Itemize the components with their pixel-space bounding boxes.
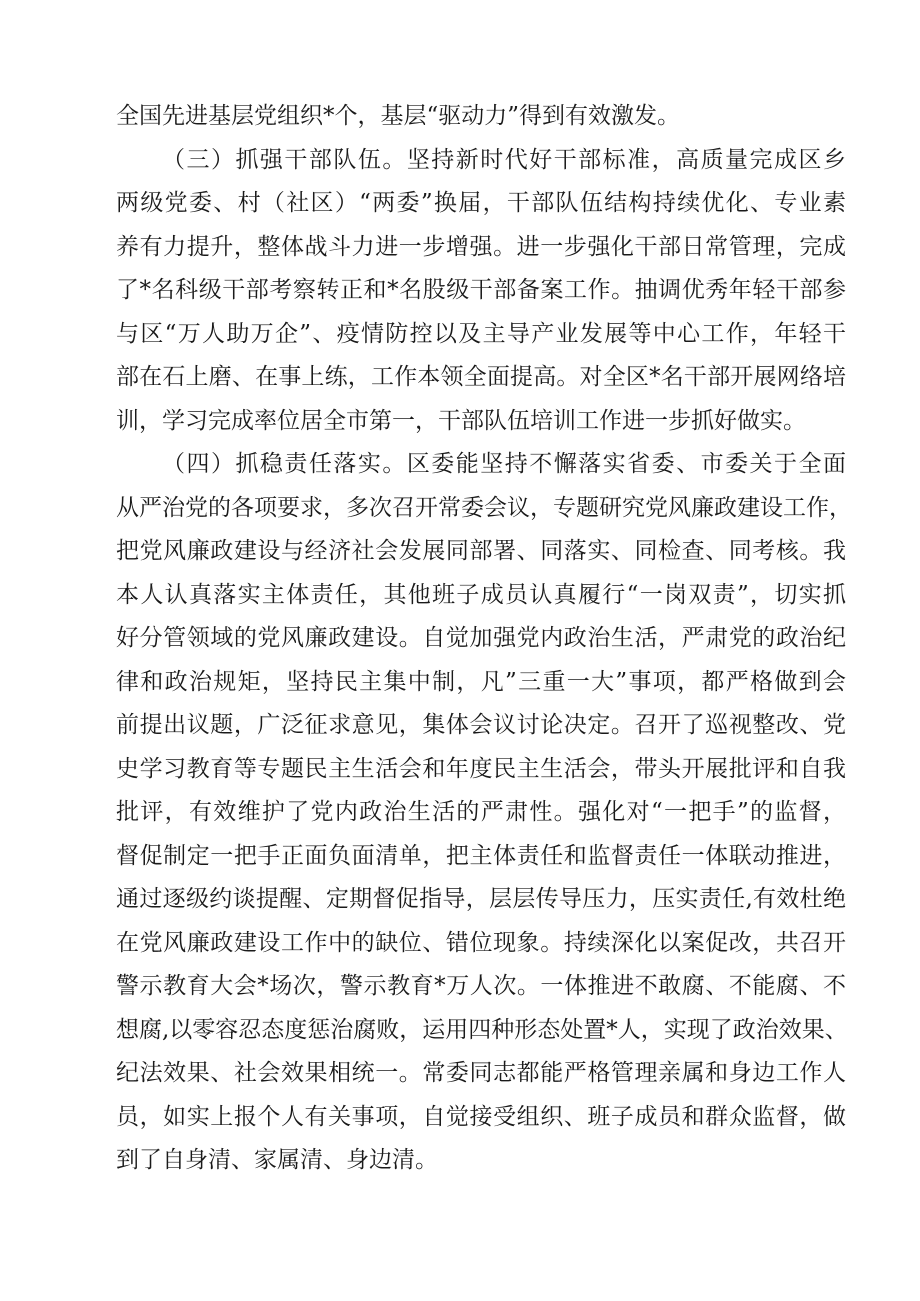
text-line: 纪法效果、社会效果相统一。常委同志都能严格管理亲属和身边工作人 (116, 1060, 846, 1086)
text-line: 到了自身清、家属清、身边清。 (116, 1147, 438, 1173)
text-line: 了*名科级干部考察转正和*名股级干部备案工作。抽调优秀年轻干部参 (116, 277, 846, 303)
text-line: 本人认真落实主体责任，其他班子成员认真履行“一岗双责”，切实抓 (116, 582, 846, 608)
text-line: 史学习教育等专题民主生活会和年度民主生活会，带头开展批评和自我 (116, 756, 846, 782)
section-heading-line: （三）抓强干部队伍。坚持新时代好干部标准，高质量完成区乡 (162, 147, 846, 173)
text-line: 通过逐级约谈提醒、定期督促指导，层层传导压力，压实责任,有效杜绝 (116, 886, 846, 912)
text-line: 养有力提升，整体战斗力进一步增强。进一步强化干部日常管理，完成 (116, 234, 846, 260)
text-line: 把党风廉政建设与经济社会发展同部署、同落实、同检查、同考核。我 (116, 538, 846, 564)
text-line: 与区“万人助万企”、疫情防控以及主导产业发展等中心工作，年轻干 (116, 321, 846, 347)
text-line: 在党风廉政建设工作中的缺位、错位现象。持续深化以案促改，共召开 (116, 930, 846, 956)
text-line: 训，学习完成率位居全市第一，干部队伍培训工作进一步抓好做实。 (116, 408, 806, 434)
text-line: 律和政治规矩，坚持民主集中制，凡”三重一大”事项，都严格做到会 (116, 669, 846, 695)
text-line: 部在石上磨、在事上练，工作本领全面提高。对全区*名干部开展网络培 (116, 364, 846, 390)
text-line: 督促制定一把手正面负面清单，把主体责任和监督责任一体联动推进， (116, 843, 846, 869)
text-line: 警示教育大会*场次，警示教育*万人次。一体推进不敢腐、不能腐、不 (116, 973, 846, 999)
text-line: 两级党委、村（社区）“两委”换届，干部队伍结构持续优化、专业素 (116, 190, 846, 216)
text-line: 想腐,以零容忍态度惩治腐败，运用四种形态处置*人，实现了政治效果、 (116, 1017, 848, 1043)
text-line: 前提出议题，广泛征求意见，集体会议讨论决定。召开了巡视整改、党 (116, 712, 846, 738)
text-line: 好分管领域的党风廉政建设。自觉加强党内政治生活，严肃党的政治纪 (116, 625, 846, 651)
text-line: 从严治党的各项要求，多次召开常委会议，专题研究党风廉政建设工作， (116, 495, 852, 521)
text-line: 员，如实上报个人有关事项，自觉接受组织、班子成员和群众监督，做 (116, 1104, 846, 1130)
text-line: 批评，有效维护了党内政治生活的严肃性。强化对“一把手”的监督， (116, 799, 846, 825)
section-heading-line: （四）抓稳责任落实。区委能坚持不懈落实省委、市委关于全面 (162, 451, 846, 477)
text-line: 全国先进基层党组织*个，基层“驱动力”得到有效激发。 (116, 103, 681, 129)
